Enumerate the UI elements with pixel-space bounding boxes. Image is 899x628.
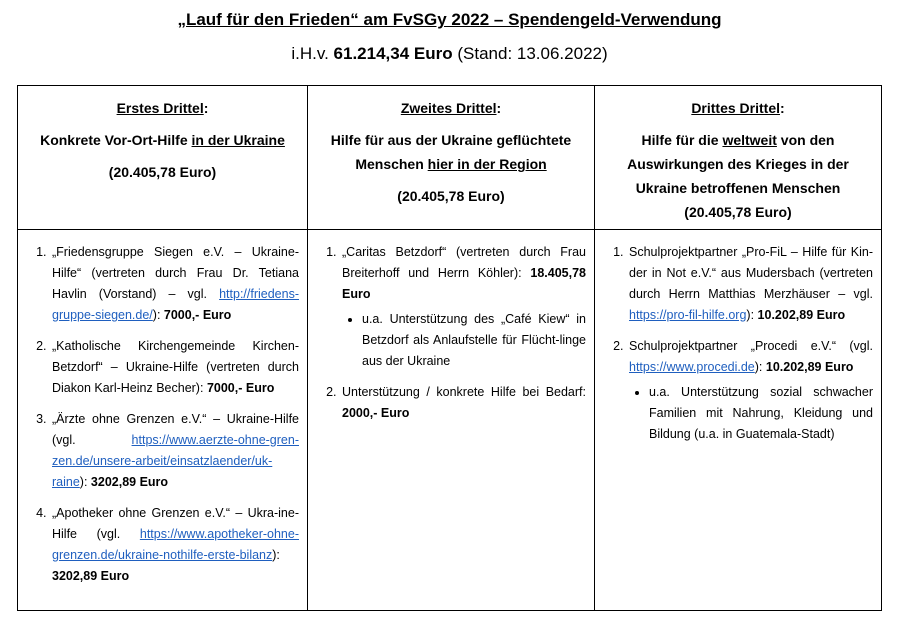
item-text: Unterstützung / konkrete Hilfe bei Bedarf: (342, 385, 586, 399)
subtitle-prefix: i.H.v. (291, 44, 329, 63)
column-header-third (595, 86, 882, 230)
purpose-text: Hilfe für die (641, 132, 719, 148)
list-item (627, 336, 873, 445)
purpose-text: Hilfe für aus der Ukraine geflüchtete Menschen (330, 132, 572, 172)
item-text: Schulprojektpartner „Pro-FiL – Hilfe für Kin-der in Not e.V.“ aus Mudersbach (vertreten durch Herrn Matthias Merzhäuser – vgl. (629, 245, 873, 301)
list-item (50, 242, 299, 326)
drittel-label: Erstes Drittel (116, 100, 204, 116)
recipient-list (595, 230, 881, 445)
item-amount: 2000,- Euro (342, 406, 410, 420)
column-purpose (595, 128, 881, 200)
item-amount: 10.202,89 Euro (765, 360, 854, 374)
column-body-third (595, 230, 882, 611)
table-body-row (18, 230, 882, 611)
item-link[interactable]: https://www.apotheker-ohne-grenzen.de/ukraine-nothilfe-erste-bilanz (52, 527, 299, 562)
item-text: Schulprojektpartner „Procedi e.V.“ (vgl. (629, 339, 873, 353)
item-text: „Friedensgruppe Siegen e.V. – Ukraine-Hilfe“ (vertreten durch Frau Dr. Tetiana Havlin (Vorstand) – vgl. (52, 245, 299, 301)
purpose-emphasis: in der Ukraine (191, 132, 285, 148)
column-header-first (18, 86, 308, 230)
column-body-first (18, 230, 308, 611)
item-link[interactable]: https://pro-fil-hilfe.org (629, 308, 747, 322)
total-amount: 61.214,34 Euro (333, 44, 453, 63)
list-item (340, 382, 586, 424)
sub-list (629, 382, 873, 445)
column-title (18, 96, 307, 120)
purpose-text: Konkrete Vor-Ort-Hilfe (40, 132, 188, 148)
column-purpose (308, 128, 594, 176)
drittel-label: Drittes Drittel (691, 100, 780, 116)
item-text: „Katholische Kirchengemeinde Kirchen-Betzdorf“ – Ukraine-Hilfe (vertreten durch Diakon Karl-Heinz Becher): (52, 339, 299, 395)
item-text: „Apotheker ohne Grenzen e.V.“ – Ukra-ine-Hilfe (vgl. (52, 506, 299, 541)
list-item (627, 242, 873, 326)
table-header-row (18, 86, 882, 230)
item-amount: 3202,89 Euro (90, 475, 169, 489)
column-body-second (308, 230, 595, 611)
list-item (50, 409, 299, 493)
page-title: „Lauf für den Frieden“ am FvSGy 2022 – Spendengeld-Verwendung (177, 10, 722, 29)
sub-item: • u.a. Unterstützung sozial schwacher Familien mit Nahrung, Kleidung und Bildung (u.a. in Guatemala-Stadt) (649, 382, 873, 445)
item-link[interactable]: http://friedens-gruppe-siegen.de/ (52, 287, 299, 322)
recipient-list (18, 230, 307, 587)
item-text: „Ärzte ohne Grenzen e.V.“ – Ukraine-Hilfe (vgl. (52, 412, 299, 447)
purpose-text-rest: von den Auswirkungen des Krieges in der Ukraine betroffenen Menschen (627, 132, 849, 196)
item-amount: 18.405,78 Euro (342, 266, 586, 301)
item-amount: 10.202,89 Euro (757, 308, 846, 322)
drittel-label: Zweites Drittel (400, 100, 497, 116)
item-link[interactable]: https://www.aerzte-ohne-gren-zen.de/unsere-arbeit/einsatzlaender/uk-raine (52, 433, 299, 489)
item-punct: ): (79, 475, 88, 489)
subtitle-date: (Stand: 13.06.2022) (457, 44, 608, 63)
item-amount: 7000,- Euro (206, 381, 275, 395)
item-punct: ): (152, 308, 161, 322)
column-title (308, 96, 594, 120)
item-amount: 7000,- Euro (163, 308, 232, 322)
colon: : (780, 100, 785, 116)
list-item (50, 336, 299, 399)
item-punct: ): (746, 308, 755, 322)
item-text: „Caritas Betzdorf“ (vertreten durch Frau Breiterhoff und Herrn Köhler): (342, 245, 586, 280)
list-item (340, 242, 586, 372)
column-amount: (20.405,78 Euro) (684, 204, 792, 220)
colon: : (203, 100, 209, 116)
column-purpose (18, 128, 307, 152)
column-title (595, 96, 881, 120)
recipient-list (308, 230, 594, 424)
item-amount: 3202,89 Euro (52, 569, 130, 583)
column-amount: (20.405,78 Euro) (108, 164, 217, 180)
item-punct: ): (754, 360, 763, 374)
item-punct: ): (272, 548, 280, 562)
item-link[interactable]: https://www.procedi.de (629, 360, 755, 374)
allocation-table (17, 85, 882, 611)
sub-list (342, 309, 586, 372)
page-subtitle (0, 44, 899, 64)
purpose-emphasis: hier in der Region (427, 156, 547, 172)
sub-item: • u.a. Unterstützung des „Café Kiew“ in Betzdorf als Anlaufstelle für Flücht-linge aus der Ukraine (362, 309, 586, 372)
purpose-emphasis: weltweit (722, 132, 777, 148)
colon: : (496, 100, 502, 116)
list-item (50, 503, 299, 587)
column-amount: (20.405,78 Euro) (397, 188, 505, 204)
column-header-second (308, 86, 595, 230)
